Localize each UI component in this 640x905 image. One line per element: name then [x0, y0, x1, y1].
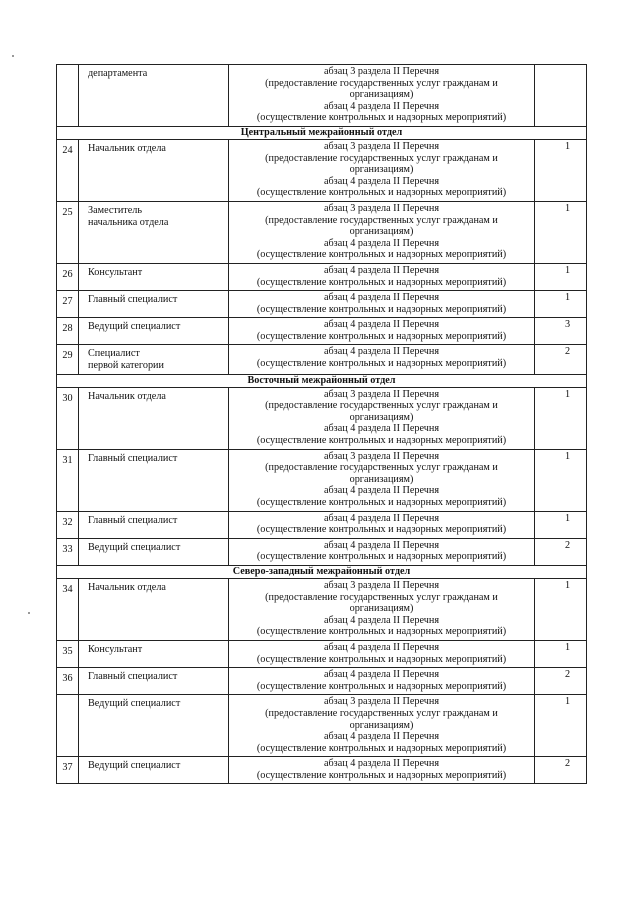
basis-line: (осуществление контрольных и надзорных мероприятий): [256, 303, 507, 315]
basis-line: (осуществление контрольных и надзорных мероприятий): [256, 497, 507, 508]
basis-line: (осуществление контрольных и надзорных мероприятий): [256, 653, 507, 665]
row-number-text: 24: [62, 144, 73, 156]
count-cell: [535, 640, 587, 667]
position-title: Ведущий специалист: [88, 760, 181, 772]
basis-line: (осуществление контрольных и надзорных мероприятий): [256, 769, 507, 781]
count-value: 1: [564, 512, 571, 524]
positions-table-body: [57, 65, 587, 784]
row-number-text: 35: [62, 645, 73, 657]
row-number-text: 31: [62, 454, 73, 466]
position-title: Консультант: [88, 643, 143, 655]
row-number: [57, 345, 79, 374]
basis-line: организациям): [349, 603, 414, 615]
basis-cell: [229, 65, 535, 127]
position-title: Главный специалист: [88, 294, 178, 306]
basis-line: (осуществление контрольных и надзорных мероприятий): [256, 187, 507, 199]
basis-line: (предоставление государственных услуг гражданам и: [265, 591, 498, 603]
table-row: [57, 139, 587, 201]
position-title: Начальник отдела: [88, 390, 166, 402]
row-number: [57, 65, 79, 127]
positions-table: [56, 64, 587, 784]
position-cell: [79, 201, 229, 263]
row-number: [57, 263, 79, 290]
row-number-text: 26: [62, 268, 73, 280]
table-row: [57, 318, 587, 345]
row-number: [57, 318, 79, 345]
row-number: [57, 757, 79, 784]
row-number-text: 28: [62, 323, 73, 335]
basis-line: абзац 4 раздела II Перечня: [323, 346, 440, 358]
basis-line: абзац 3 раздела II Перечня: [323, 66, 440, 77]
count-value: 1: [564, 579, 571, 591]
row-number-text: 30: [62, 392, 73, 404]
position-title: Ведущий специалист: [88, 541, 181, 553]
basis-line: (осуществление контрольных и надзорных мероприятий): [256, 249, 507, 261]
basis-cell: [229, 757, 535, 784]
position-title: Специалист первой категории: [88, 348, 164, 372]
table-row: [57, 345, 587, 374]
basis-line: (осуществление контрольных и надзорных мероприятий): [256, 626, 507, 638]
basis-line: (предоставление государственных услуг гражданам и: [265, 152, 498, 164]
position-cell: [79, 139, 229, 201]
table-row: [57, 695, 587, 757]
section-title: Восточный межрайонный отдел: [57, 374, 587, 387]
basis-line: абзац 4 раздела II Перечня: [323, 423, 440, 435]
basis-cell: [229, 578, 535, 640]
row-number: [57, 538, 79, 565]
basis-line: организациям): [349, 164, 414, 176]
row-number: [57, 511, 79, 538]
basis-cell: [229, 345, 535, 374]
position-title: Главный специалист: [88, 452, 178, 464]
row-number-text: 29: [62, 350, 73, 362]
position-title: Консультант: [88, 266, 143, 278]
basis-cell: [229, 668, 535, 695]
basis-line: (предоставление государственных услуг гражданам и: [265, 77, 498, 89]
basis-line: (осуществление контрольных и надзорных мероприятий): [256, 551, 507, 563]
basis-line: (осуществление контрольных и надзорных мероприятий): [256, 358, 507, 370]
count-cell: [535, 668, 587, 695]
section-title: Северо-западный межрайонный отдел: [57, 565, 587, 578]
basis-line: абзац 3 раздела II Перечня: [323, 202, 440, 214]
position-cell: [79, 757, 229, 784]
basis-cell: [229, 139, 535, 201]
basis-cell: [229, 640, 535, 667]
count-cell: [535, 387, 587, 449]
position-cell: [79, 668, 229, 695]
basis-line: абзац 4 раздела II Перечня: [323, 758, 440, 770]
row-number: [57, 640, 79, 667]
table-row: [57, 65, 587, 127]
basis-line: (предоставление государственных услуг гражданам и: [265, 400, 498, 412]
count-value: 1: [564, 641, 571, 653]
basis-line: абзац 4 раздела II Перечня: [323, 539, 440, 551]
count-cell: [535, 538, 587, 565]
basis-line: абзац 4 раздела II Перечня: [323, 731, 440, 743]
basis-line: (осуществление контрольных и надзорных мероприятий): [256, 112, 507, 124]
basis-line: абзац 4 раздела II Перечня: [323, 641, 440, 653]
count-value: 2: [564, 669, 571, 681]
count-cell: [535, 318, 587, 345]
basis-cell: [229, 291, 535, 318]
table-row: [57, 387, 587, 449]
basis-cell: [229, 449, 535, 511]
basis-cell: [229, 538, 535, 565]
count-cell: [535, 345, 587, 374]
basis-line: (осуществление контрольных и надзорных мероприятий): [256, 742, 507, 754]
position-cell: [79, 263, 229, 290]
row-number-text: 33: [62, 543, 73, 555]
table-row: [57, 449, 587, 511]
row-number-text: 37: [62, 762, 73, 774]
count-value: 2: [564, 346, 571, 358]
row-number: [57, 201, 79, 263]
table-row: [57, 757, 587, 784]
basis-line: абзац 4 раздела II Перечня: [323, 614, 440, 626]
count-cell: [535, 65, 587, 127]
basis-line: абзац 4 раздела II Перечня: [323, 292, 440, 304]
count-cell: [535, 139, 587, 201]
position-title: департамента: [88, 68, 148, 79]
basis-cell: [229, 387, 535, 449]
count-cell: [535, 695, 587, 757]
position-cell: [79, 291, 229, 318]
position-cell: [79, 345, 229, 374]
basis-line: абзац 3 раздела II Перечня: [323, 696, 440, 708]
position-cell: [79, 640, 229, 667]
count-value: 1: [564, 450, 571, 462]
basis-line: (осуществление контрольных и надзорных мероприятий): [256, 680, 507, 692]
position-cell: [79, 538, 229, 565]
count-value: 2: [564, 539, 571, 551]
position-cell: [79, 449, 229, 511]
basis-line: (предоставление государственных услуг гражданам и: [265, 214, 498, 226]
section-header-row: [57, 374, 587, 387]
basis-cell: [229, 201, 535, 263]
basis-line: абзац 3 раздела II Перечня: [323, 140, 440, 152]
row-number-text: 36: [62, 673, 73, 685]
position-cell: [79, 511, 229, 538]
table-row: [57, 538, 587, 565]
count-cell: [535, 578, 587, 640]
position-title: Заместитель начальника отдела: [88, 204, 169, 228]
basis-line: (предоставление государственных услуг гражданам и: [265, 462, 498, 474]
count-cell: [535, 291, 587, 318]
basis-line: организациям): [349, 226, 414, 238]
basis-line: абзац 4 раздела II Перечня: [323, 175, 440, 187]
table-row: [57, 263, 587, 290]
table-row: [57, 668, 587, 695]
count-value: 2: [564, 758, 571, 770]
row-number: [57, 387, 79, 449]
basis-line: абзац 4 раздела II Перечня: [323, 319, 440, 331]
basis-cell: [229, 263, 535, 290]
basis-line: абзац 3 раздела II Перечня: [323, 388, 440, 400]
row-number-text: 27: [62, 296, 73, 308]
count-cell: [535, 201, 587, 263]
count-cell: [535, 263, 587, 290]
basis-cell: [229, 511, 535, 538]
basis-line: абзац 3 раздела II Перечня: [323, 450, 440, 462]
count-value: 1: [564, 696, 571, 708]
section-header-row: [57, 126, 587, 139]
section-title: Центральный межрайонный отдел: [57, 126, 587, 139]
basis-line: организациям): [349, 473, 414, 485]
basis-line: (осуществление контрольных и надзорных мероприятий): [256, 330, 507, 342]
basis-line: абзац 4 раздела II Перечня: [323, 100, 440, 112]
table-row: [57, 201, 587, 263]
position-cell: [79, 578, 229, 640]
row-number: [57, 668, 79, 695]
count-cell: [535, 757, 587, 784]
position-cell: [79, 65, 229, 127]
table-row: [57, 291, 587, 318]
basis-line: абзац 4 раздела II Перечня: [323, 669, 440, 681]
basis-line: абзац 4 раздела II Перечня: [323, 237, 440, 249]
position-title: Ведущий специалист: [88, 698, 181, 710]
count-value: 1: [564, 140, 571, 152]
row-number-text: [60, 696, 75, 700]
basis-line: абзац 4 раздела II Перечня: [323, 264, 440, 276]
table-row: [57, 640, 587, 667]
count-cell: [535, 511, 587, 538]
basis-line: организациям): [349, 411, 414, 423]
row-number-text: 32: [62, 516, 73, 528]
basis-line: абзац 4 раздела II Перечня: [323, 485, 440, 497]
count-value: 1: [564, 292, 571, 304]
scan-speck: [12, 55, 14, 57]
basis-line: (осуществление контрольных и надзорных мероприятий): [256, 435, 507, 447]
basis-line: организациям): [349, 719, 414, 731]
basis-line: абзац 3 раздела II Перечня: [323, 579, 440, 591]
row-number: [57, 139, 79, 201]
row-number-text: [60, 66, 75, 70]
basis-line: абзац 4 раздела II Перечня: [323, 512, 440, 524]
position-title: Главный специалист: [88, 514, 178, 526]
count-cell: [535, 449, 587, 511]
row-number: [57, 695, 79, 757]
position-title: Начальник отдела: [88, 581, 166, 593]
row-number: [57, 291, 79, 318]
basis-line: (предоставление государственных услуг гражданам и: [265, 707, 498, 719]
position-cell: [79, 387, 229, 449]
row-number: [57, 449, 79, 511]
basis-line: организациям): [349, 89, 414, 101]
scan-speck: [28, 612, 30, 614]
count-value: 1: [564, 264, 571, 276]
table-row: [57, 511, 587, 538]
position-title: Главный специалист: [88, 671, 178, 683]
section-header-row: [57, 565, 587, 578]
row-number-text: 25: [62, 206, 73, 218]
count-value: 1: [564, 388, 571, 400]
basis-cell: [229, 695, 535, 757]
position-cell: [79, 318, 229, 345]
count-value: 3: [564, 319, 571, 331]
position-title: Ведущий специалист: [88, 321, 181, 333]
count-value: 1: [564, 202, 571, 214]
basis-cell: [229, 318, 535, 345]
basis-line: (осуществление контрольных и надзорных мероприятий): [256, 276, 507, 288]
position-cell: [79, 695, 229, 757]
basis-line: (осуществление контрольных и надзорных мероприятий): [256, 524, 507, 536]
position-title: Начальник отдела: [88, 142, 166, 154]
table-row: [57, 578, 587, 640]
row-number: [57, 578, 79, 640]
row-number-text: 34: [62, 583, 73, 595]
